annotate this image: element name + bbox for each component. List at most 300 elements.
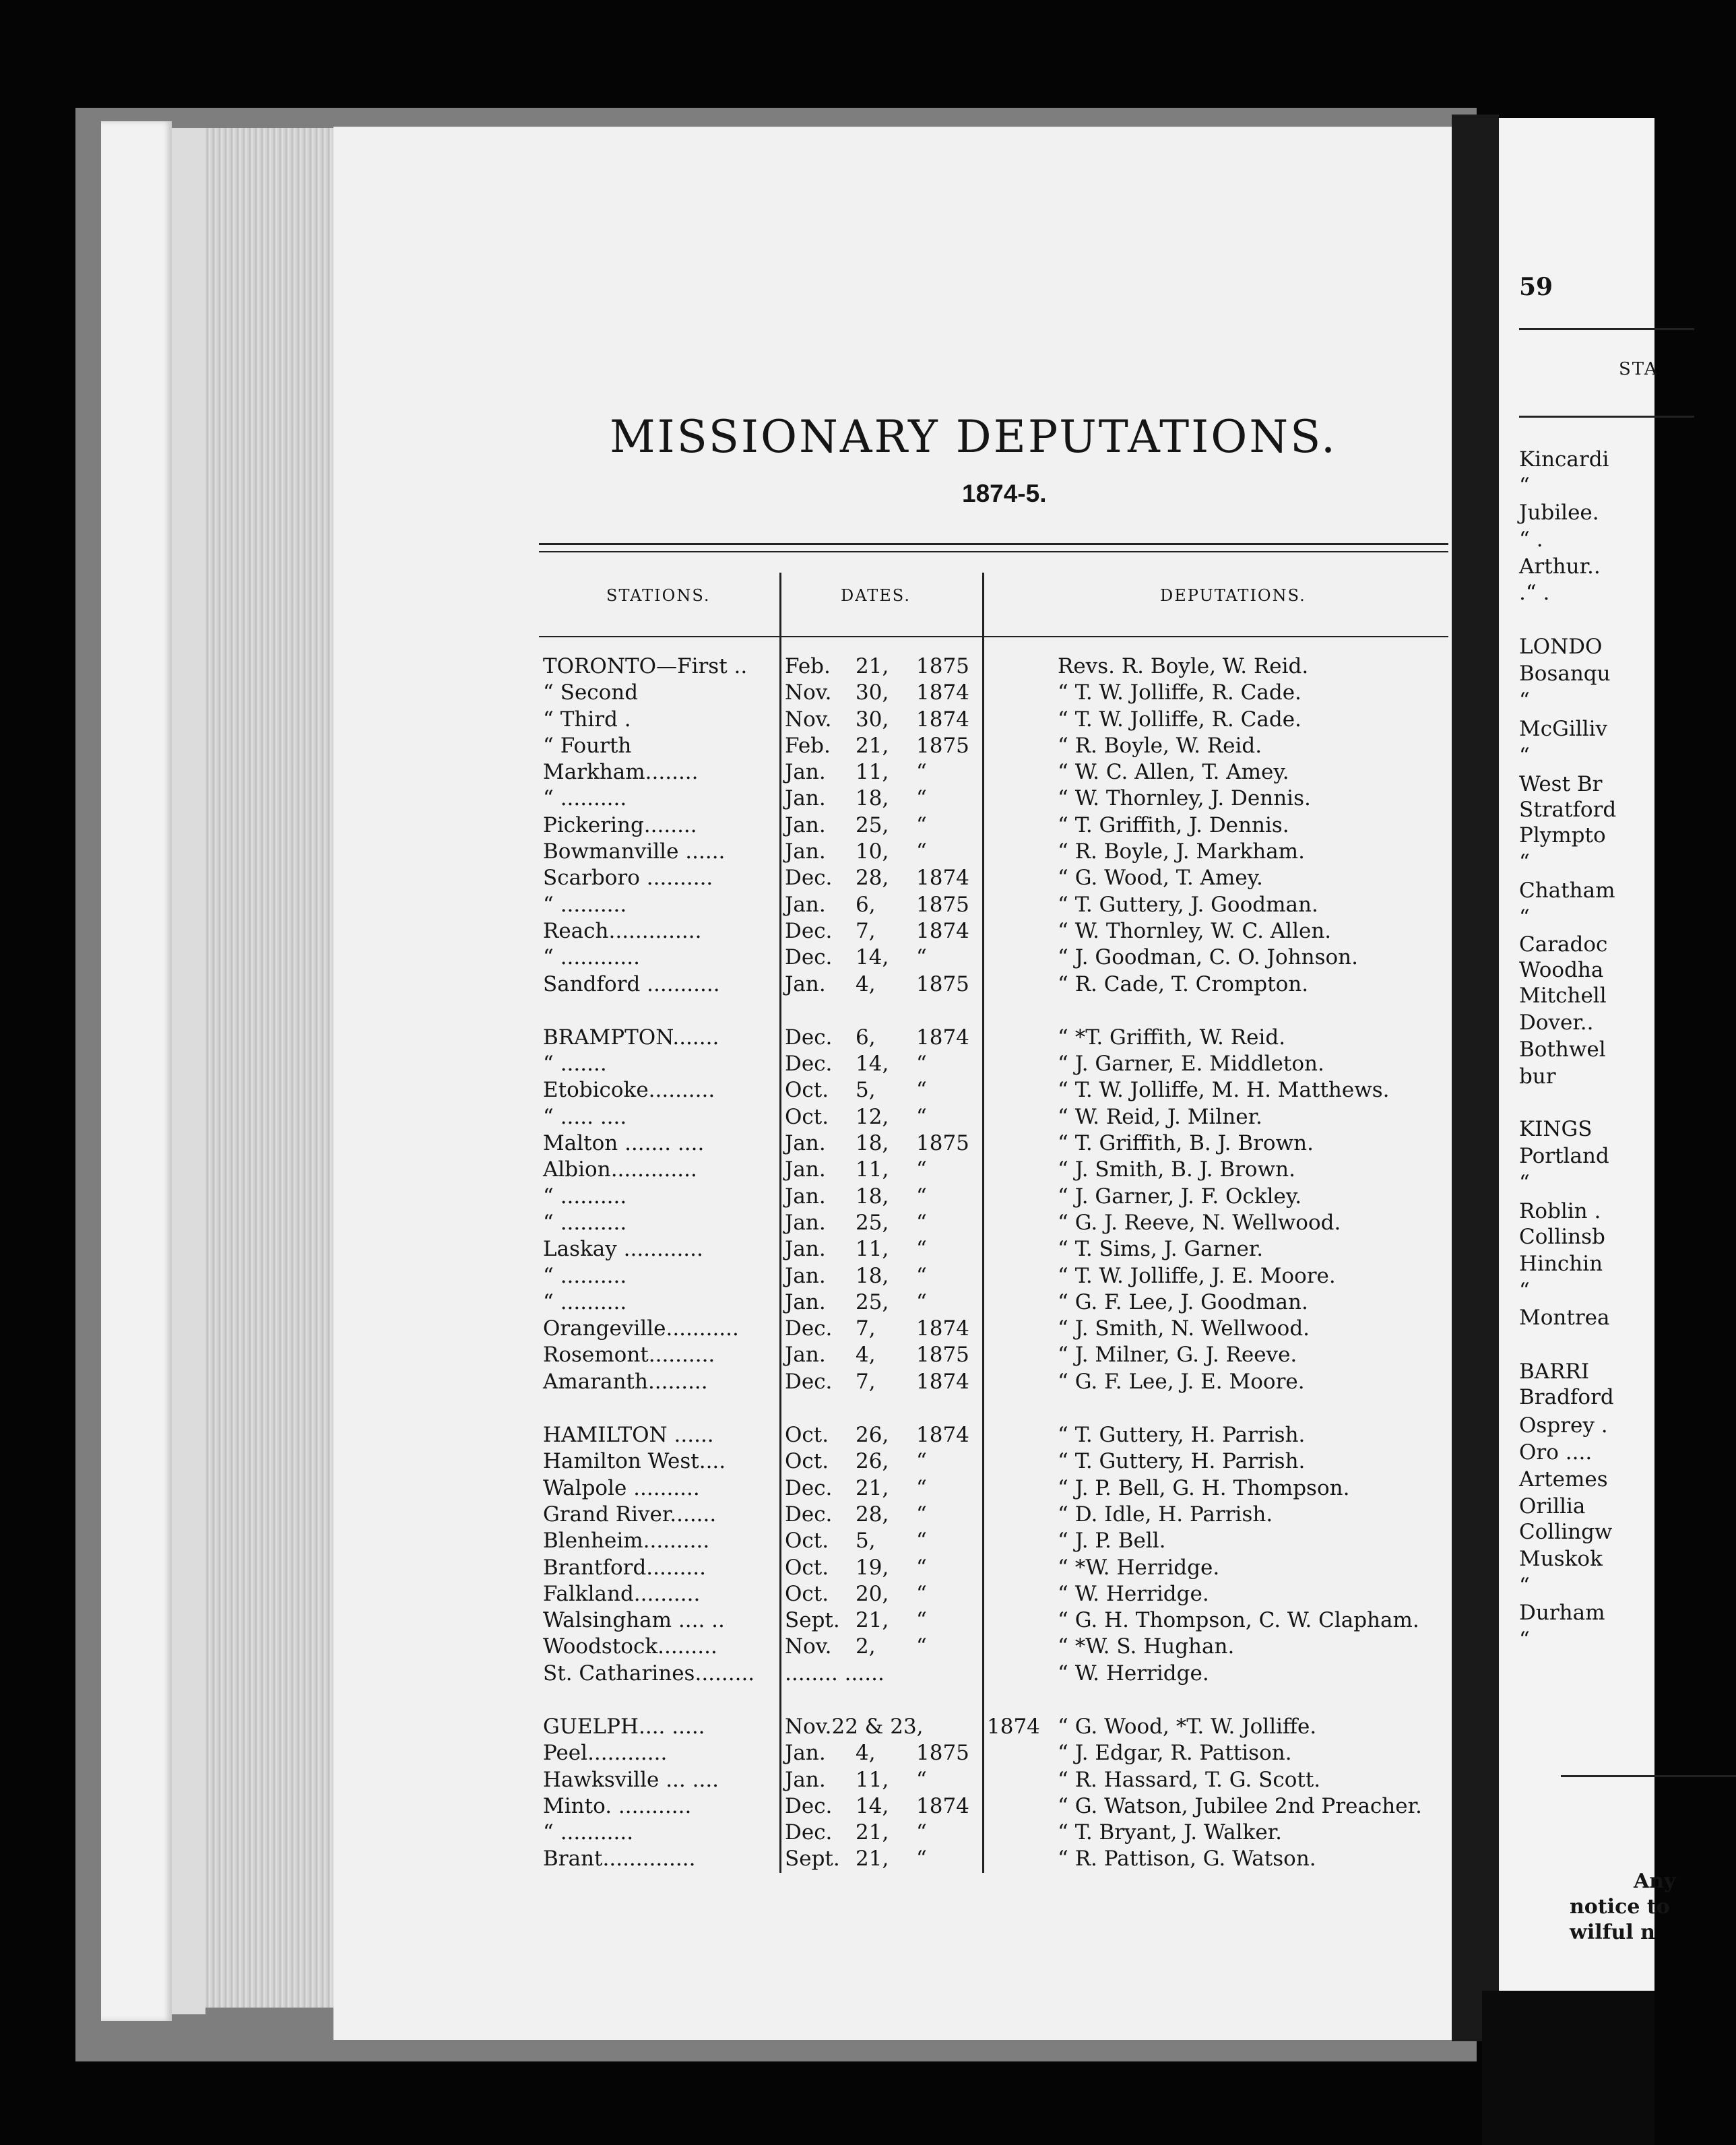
day-cell: 18, bbox=[856, 1263, 889, 1288]
station-cell: “ Third . bbox=[543, 707, 631, 732]
station-cell: “ ........... bbox=[543, 1820, 634, 1845]
right-page-station: “ bbox=[1519, 905, 1530, 930]
station-cell: Blenheim.......... bbox=[543, 1529, 710, 1554]
day-cell: 25, bbox=[856, 1289, 889, 1314]
deputation-cell: “ J. Smith, N. Wellwood. bbox=[1058, 1316, 1310, 1341]
right-page-station: Mitchell bbox=[1519, 984, 1607, 1008]
right-page-station: “ bbox=[1519, 1574, 1530, 1598]
deputation-cell: “ G. F. Lee, J. E. Moore. bbox=[1058, 1369, 1305, 1394]
day-cell: 4, bbox=[856, 1741, 876, 1766]
day-cell: 5, bbox=[856, 1529, 876, 1554]
day-cell: 7, bbox=[856, 1316, 876, 1341]
day-cell: 19, bbox=[856, 1555, 889, 1580]
month-cell: Jan. bbox=[785, 1741, 826, 1766]
station-cell: Malton ....... .... bbox=[543, 1131, 705, 1156]
table-row bbox=[539, 865, 1455, 891]
month-cell: Dec. bbox=[785, 945, 833, 970]
day-cell: 21, bbox=[856, 1820, 889, 1845]
day-cell: 5, bbox=[856, 1078, 876, 1103]
right-page-station: Jubilee. bbox=[1519, 501, 1599, 525]
right-page-station: Muskok bbox=[1519, 1547, 1603, 1571]
footnote-line-1: Any bbox=[1634, 1869, 1676, 1893]
day-cell: 21, bbox=[856, 654, 889, 678]
year-cell: 1874 bbox=[916, 707, 969, 732]
month-cell: Oct. bbox=[785, 1104, 829, 1129]
table-row bbox=[539, 1846, 1455, 1872]
deputation-cell: “ J. Garner, E. Middleton. bbox=[1058, 1052, 1324, 1077]
station-cell: GUELPH.... ..... bbox=[543, 1714, 705, 1739]
page-edge-white bbox=[101, 121, 172, 2021]
day-cell: 7, bbox=[856, 918, 876, 943]
right-column-header: STA bbox=[1619, 359, 1659, 379]
month-cell: Dec. bbox=[785, 1820, 833, 1845]
deputation-cell: “ G. H. Thompson, C. W. Clapham. bbox=[1058, 1608, 1419, 1633]
date-cell: Nov.22 & 23, bbox=[785, 1714, 924, 1739]
right-page-station: Kincardi bbox=[1519, 447, 1609, 472]
year-cell: 1874 bbox=[916, 866, 969, 891]
day-cell: 30, bbox=[856, 680, 889, 705]
station-cell: Brant.............. bbox=[543, 1847, 696, 1871]
station-cell: “ .......... bbox=[543, 1210, 627, 1235]
deputation-cell: “ T. Griffith, J. Dennis. bbox=[1058, 812, 1289, 837]
month-cell: Jan. bbox=[785, 1237, 826, 1262]
station-cell: St. Catharines......... bbox=[543, 1661, 755, 1686]
right-page-station: Collingw bbox=[1519, 1520, 1613, 1544]
header-rule-second bbox=[539, 551, 1448, 552]
column-header-deputations: DEPUTATIONS. bbox=[1160, 586, 1306, 605]
table-row bbox=[539, 1528, 1455, 1554]
month-cell: Dec. bbox=[785, 866, 833, 891]
deputation-cell: Revs. R. Boyle, W. Reid. bbox=[1058, 654, 1309, 678]
deputation-cell: “ R. Cade, T. Crompton. bbox=[1058, 971, 1309, 996]
month-cell: Dec. bbox=[785, 1025, 833, 1050]
station-cell: Bowmanville ...... bbox=[543, 839, 726, 864]
table-row bbox=[539, 1157, 1455, 1183]
deputation-cell: “ W. Thornley, W. C. Allen. bbox=[1058, 918, 1332, 943]
right-page-station: Montrea bbox=[1519, 1306, 1610, 1330]
page-year: 1874-5. bbox=[962, 480, 1047, 507]
year-cell: “ bbox=[916, 1210, 927, 1235]
station-cell: “ Second bbox=[543, 680, 639, 705]
month-cell: Jan. bbox=[785, 1263, 826, 1288]
right-page bbox=[1499, 118, 1676, 1991]
deputation-cell: “ J. Goodman, C. O. Johnson. bbox=[1058, 945, 1358, 970]
station-cell: “ .......... bbox=[543, 1263, 627, 1288]
station-cell: Walsingham .... .. bbox=[543, 1608, 725, 1633]
deputation-cell: “ G. F. Lee, J. Goodman. bbox=[1058, 1289, 1308, 1314]
right-page-station: BARRI bbox=[1519, 1359, 1590, 1384]
right-page-rule-header bbox=[1519, 416, 1694, 418]
column-header-dates: DATES. bbox=[841, 586, 911, 605]
day-cell: 21, bbox=[856, 1847, 889, 1871]
year-cell: 1874 bbox=[987, 1714, 1040, 1739]
day-cell: 11, bbox=[856, 1237, 889, 1262]
right-page-station: Bradford bbox=[1519, 1385, 1614, 1409]
deputation-cell: “ W. Thornley, J. Dennis. bbox=[1058, 786, 1311, 811]
right-page-station: Portland bbox=[1519, 1144, 1609, 1168]
deputation-cell: “ W. Reid, J. Milner. bbox=[1058, 1104, 1262, 1129]
table-row bbox=[539, 1448, 1455, 1475]
table-row bbox=[539, 1555, 1455, 1581]
right-page-station: Oro .... bbox=[1519, 1440, 1593, 1465]
month-cell: Oct. bbox=[785, 1581, 829, 1606]
table-row bbox=[539, 1767, 1455, 1793]
right-page-station: “ bbox=[1519, 744, 1530, 768]
month-cell: Feb. bbox=[785, 654, 831, 678]
year-cell: “ bbox=[916, 1502, 927, 1527]
day-cell: 20, bbox=[856, 1581, 889, 1606]
deputation-cell: “ W. C. Allen, T. Amey. bbox=[1058, 760, 1289, 785]
year-cell: “ bbox=[916, 1078, 927, 1103]
right-page-station: Dover.. bbox=[1519, 1011, 1594, 1035]
month-cell: Oct. bbox=[785, 1078, 829, 1103]
deputation-cell: “ J. P. Bell. bbox=[1058, 1529, 1166, 1554]
deputation-cell: “ T. W. Jolliffe, J. E. Moore. bbox=[1058, 1263, 1336, 1288]
right-page-station: LONDO bbox=[1519, 635, 1603, 659]
deputation-cell: “ R. Hassard, T. G. Scott. bbox=[1058, 1767, 1321, 1792]
station-cell: “ .......... bbox=[543, 1184, 627, 1209]
month-cell: Jan. bbox=[785, 1343, 826, 1368]
table-row bbox=[539, 839, 1455, 865]
table-row bbox=[539, 1210, 1455, 1236]
year-cell: “ bbox=[916, 1052, 927, 1077]
day-cell: 21, bbox=[856, 1475, 889, 1500]
month-cell: Dec. bbox=[785, 1316, 833, 1341]
station-cell: “ Fourth bbox=[543, 733, 632, 758]
year-cell: “ bbox=[916, 1184, 927, 1209]
deputation-cell: “ R. Pattison, G. Watson. bbox=[1058, 1847, 1316, 1871]
month-cell: Jan. bbox=[785, 971, 826, 996]
deputation-cell: “ J. P. Bell, G. H. Thompson. bbox=[1058, 1475, 1350, 1500]
table-row bbox=[539, 1130, 1455, 1157]
table-row bbox=[539, 945, 1455, 971]
station-cell: Walpole .......... bbox=[543, 1475, 700, 1500]
year-cell: “ bbox=[916, 1157, 927, 1182]
right-page-station: Durham bbox=[1519, 1601, 1605, 1625]
month-cell: Dec. bbox=[785, 1502, 833, 1527]
day-cell: 14, bbox=[856, 1052, 889, 1077]
year-cell: 1874 bbox=[916, 1793, 969, 1818]
page-stack-edges bbox=[205, 128, 333, 2008]
right-page-station: Plympto bbox=[1519, 823, 1606, 847]
deputation-cell: “ T. Guttery, H. Parrish. bbox=[1058, 1449, 1306, 1474]
table-row bbox=[539, 1184, 1455, 1210]
year-cell: 1874 bbox=[916, 918, 969, 943]
year-cell: “ bbox=[916, 760, 927, 785]
day-cell: 11, bbox=[856, 1157, 889, 1182]
right-page-station: .“ . bbox=[1519, 581, 1550, 605]
year-cell: “ bbox=[916, 1529, 927, 1554]
day-cell: 28, bbox=[856, 1502, 889, 1527]
table-row bbox=[539, 1820, 1455, 1846]
day-cell: 30, bbox=[856, 707, 889, 732]
year-cell: “ bbox=[916, 786, 927, 811]
table-row bbox=[539, 1263, 1455, 1289]
right-page-rule-bottom bbox=[1561, 1775, 1736, 1777]
station-cell: Etobicoke.......... bbox=[543, 1078, 715, 1103]
day-cell: 21, bbox=[856, 733, 889, 758]
month-cell: Dec. bbox=[785, 1475, 833, 1500]
table-row bbox=[539, 786, 1455, 812]
deputation-cell: “ R. Boyle, J. Markham. bbox=[1058, 839, 1305, 864]
year-cell: “ bbox=[916, 839, 927, 864]
year-cell: “ bbox=[916, 1263, 927, 1288]
date-cell: ........ ...... bbox=[785, 1661, 885, 1686]
day-cell: 4, bbox=[856, 971, 876, 996]
footnote-line-2: notice to bbox=[1570, 1895, 1670, 1919]
year-cell: 1874 bbox=[916, 1025, 969, 1050]
deputation-cell: “ J. Milner, G. J. Reeve. bbox=[1058, 1343, 1297, 1368]
right-page-rule-top bbox=[1519, 328, 1694, 330]
station-cell: Hamilton West.... bbox=[543, 1449, 726, 1474]
book-cover-corner bbox=[1482, 1991, 1654, 2145]
table-row bbox=[539, 1661, 1455, 1687]
month-cell: Jan. bbox=[785, 1131, 826, 1156]
column-header-stations: STATIONS. bbox=[606, 586, 711, 605]
table-row bbox=[539, 1740, 1455, 1766]
month-cell: Oct. bbox=[785, 1529, 829, 1554]
year-cell: 1874 bbox=[916, 1316, 969, 1341]
table-row bbox=[539, 892, 1455, 918]
year-cell: 1874 bbox=[916, 1369, 969, 1394]
right-page-station: “ bbox=[1519, 474, 1530, 498]
deputation-cell: “ T. Griffith, B. J. Brown. bbox=[1058, 1131, 1314, 1156]
year-cell: “ bbox=[916, 1608, 927, 1633]
right-page-station: Roblin . bbox=[1519, 1199, 1601, 1223]
year-cell: “ bbox=[916, 1767, 927, 1792]
table-row bbox=[539, 1475, 1455, 1502]
deputation-cell: “ J. Edgar, R. Pattison. bbox=[1058, 1741, 1292, 1766]
station-cell: “ .......... bbox=[543, 892, 627, 917]
month-cell: Jan. bbox=[785, 892, 826, 917]
table-row bbox=[539, 1289, 1455, 1316]
table-row bbox=[539, 1077, 1455, 1103]
page-title: MISSIONARY DEPUTATIONS. bbox=[610, 411, 1337, 463]
table-row bbox=[539, 1634, 1455, 1660]
month-cell: Oct. bbox=[785, 1449, 829, 1474]
year-cell: “ bbox=[916, 1847, 927, 1871]
day-cell: 10, bbox=[856, 839, 889, 864]
year-cell: 1875 bbox=[916, 1343, 969, 1368]
right-page-station: Bosanqu bbox=[1519, 662, 1611, 686]
day-cell: 18, bbox=[856, 1131, 889, 1156]
day-cell: 25, bbox=[856, 1210, 889, 1235]
station-cell: Pickering........ bbox=[543, 812, 697, 837]
day-cell: 11, bbox=[856, 1767, 889, 1792]
deputation-cell: “ J. Garner, J. F. Ockley. bbox=[1058, 1184, 1302, 1209]
station-cell: Laskay ............ bbox=[543, 1237, 703, 1262]
right-page-station: Stratford bbox=[1519, 798, 1617, 822]
right-page-station: Collinsb bbox=[1519, 1225, 1605, 1249]
day-cell: 4, bbox=[856, 1343, 876, 1368]
table-row bbox=[539, 1502, 1455, 1528]
day-cell: 26, bbox=[856, 1423, 889, 1448]
right-page-station: “ bbox=[1519, 1171, 1530, 1195]
header-rule-top bbox=[539, 543, 1448, 545]
month-cell: Nov. bbox=[785, 680, 832, 705]
deputation-cell: “ *W. Herridge. bbox=[1058, 1555, 1220, 1580]
right-page-station: “ bbox=[1519, 1279, 1530, 1303]
year-cell: 1875 bbox=[916, 1131, 969, 1156]
month-cell: Jan. bbox=[785, 812, 826, 837]
right-page-station: “ bbox=[1519, 1628, 1530, 1652]
table-row bbox=[539, 1236, 1455, 1262]
year-cell: 1874 bbox=[916, 680, 969, 705]
page-edge-shadow bbox=[172, 128, 205, 2014]
year-cell: 1874 bbox=[916, 1423, 969, 1448]
deputation-cell: “ W. Herridge. bbox=[1058, 1661, 1209, 1686]
month-cell: Dec. bbox=[785, 1369, 833, 1394]
right-page-station: Orillia bbox=[1519, 1494, 1586, 1518]
table-row bbox=[539, 1369, 1455, 1395]
station-cell: “ .......... bbox=[543, 786, 627, 811]
year-cell: “ bbox=[916, 1289, 927, 1314]
station-cell: TORONTO—First .. bbox=[543, 654, 748, 678]
right-page-station: Woodha bbox=[1519, 958, 1604, 982]
station-cell: Orangeville........... bbox=[543, 1316, 739, 1341]
table-row bbox=[539, 1422, 1455, 1448]
year-cell: “ bbox=[916, 1237, 927, 1262]
deputation-cell: “ *T. Griffith, W. Reid. bbox=[1058, 1025, 1286, 1050]
station-cell: Reach.............. bbox=[543, 918, 702, 943]
month-cell: Jan. bbox=[785, 760, 826, 785]
table-row bbox=[539, 918, 1455, 945]
station-cell: Grand River....... bbox=[543, 1502, 717, 1527]
month-cell: Jan. bbox=[785, 786, 826, 811]
day-cell: 14, bbox=[856, 1793, 889, 1818]
right-page-station: Caradoc bbox=[1519, 932, 1608, 957]
year-cell: 1875 bbox=[916, 654, 969, 678]
deputation-cell: “ *W. S. Hughan. bbox=[1058, 1634, 1235, 1659]
right-page-station: Artemes bbox=[1519, 1467, 1608, 1492]
station-cell: Amaranth......... bbox=[543, 1369, 708, 1394]
deputation-cell: “ G. Watson, Jubilee 2nd Preacher. bbox=[1058, 1793, 1422, 1818]
table-row bbox=[539, 1051, 1455, 1077]
day-cell: 28, bbox=[856, 866, 889, 891]
year-cell: “ bbox=[916, 812, 927, 837]
right-page-station: McGilliv bbox=[1519, 717, 1608, 741]
day-cell: 7, bbox=[856, 1369, 876, 1394]
table-row bbox=[539, 1793, 1455, 1820]
station-cell: “ ....... bbox=[543, 1052, 607, 1077]
day-cell: 26, bbox=[856, 1449, 889, 1474]
deputation-cell: “ T. W. Jolliffe, M. H. Matthews. bbox=[1058, 1078, 1390, 1103]
deputation-cell: “ G. J. Reeve, N. Wellwood. bbox=[1058, 1210, 1341, 1235]
year-cell: 1875 bbox=[916, 892, 969, 917]
table-row bbox=[539, 1342, 1455, 1368]
right-page-station: “ bbox=[1519, 850, 1530, 874]
deputation-cell: “ T. Guttery, H. Parrish. bbox=[1058, 1423, 1306, 1448]
day-cell: 14, bbox=[856, 945, 889, 970]
month-cell: Feb. bbox=[785, 733, 831, 758]
month-cell: Jan. bbox=[785, 1184, 826, 1209]
table-row bbox=[539, 1581, 1455, 1607]
station-cell: Scarboro .......... bbox=[543, 866, 713, 891]
month-cell: Dec. bbox=[785, 1793, 833, 1818]
year-cell: “ bbox=[916, 1634, 927, 1659]
station-cell: Albion............. bbox=[543, 1157, 697, 1182]
day-cell: 18, bbox=[856, 786, 889, 811]
table-row bbox=[539, 733, 1455, 759]
table-row bbox=[539, 759, 1455, 786]
station-cell: “ ..... .... bbox=[543, 1104, 627, 1129]
header-rule-bottom bbox=[539, 636, 1448, 637]
station-cell: Sandford ........... bbox=[543, 971, 720, 996]
day-cell: 6, bbox=[856, 1025, 876, 1050]
right-page-station: Bothwel bbox=[1519, 1037, 1606, 1062]
station-cell: Rosemont.......... bbox=[543, 1343, 715, 1368]
month-cell: Sept. bbox=[785, 1608, 840, 1633]
month-cell: Oct. bbox=[785, 1423, 829, 1448]
year-cell: 1875 bbox=[916, 971, 969, 996]
deputation-cell: “ W. Herridge. bbox=[1058, 1581, 1209, 1606]
deputations-table bbox=[539, 653, 1455, 1873]
deputation-cell: “ J. Smith, B. J. Brown. bbox=[1058, 1157, 1295, 1182]
right-page-station: bur bbox=[1519, 1064, 1556, 1089]
station-cell: HAMILTON ...... bbox=[543, 1423, 714, 1448]
deputation-cell: “ T. Guttery, J. Goodman. bbox=[1058, 892, 1318, 917]
month-cell: Dec. bbox=[785, 1052, 833, 1077]
station-cell: Woodstock......... bbox=[543, 1634, 717, 1659]
deputation-cell: “ T. W. Jolliffe, R. Cade. bbox=[1058, 680, 1301, 705]
table-row bbox=[539, 680, 1455, 706]
deputation-cell: “ T. Bryant, J. Walker. bbox=[1058, 1820, 1282, 1845]
year-cell: “ bbox=[916, 1820, 927, 1845]
month-cell: Jan. bbox=[785, 1767, 826, 1792]
table-row bbox=[539, 971, 1455, 998]
month-cell: Dec. bbox=[785, 918, 833, 943]
month-cell: Jan. bbox=[785, 1210, 826, 1235]
right-page-station: “ bbox=[1519, 689, 1530, 713]
right-page-station: KINGS bbox=[1519, 1117, 1593, 1141]
month-cell: Jan. bbox=[785, 1157, 826, 1182]
deputation-cell: “ G. Wood, T. Amey. bbox=[1058, 866, 1263, 891]
year-cell: 1875 bbox=[916, 733, 969, 758]
year-cell: “ bbox=[916, 1475, 927, 1500]
station-cell: Falkland.......... bbox=[543, 1581, 701, 1606]
table-row bbox=[539, 1104, 1455, 1130]
month-cell: Sept. bbox=[785, 1847, 840, 1871]
book-gutter bbox=[1452, 115, 1499, 2041]
table-row bbox=[539, 1714, 1455, 1740]
station-cell: Minto. ........... bbox=[543, 1793, 692, 1818]
day-cell: 21, bbox=[856, 1608, 889, 1633]
station-cell: Peel............ bbox=[543, 1741, 668, 1766]
year-cell: “ bbox=[916, 1449, 927, 1474]
right-page-station: Osprey . bbox=[1519, 1413, 1608, 1438]
year-cell: 1875 bbox=[916, 1741, 969, 1766]
day-cell: 25, bbox=[856, 812, 889, 837]
day-cell: 12, bbox=[856, 1104, 889, 1129]
month-cell: Jan. bbox=[785, 839, 826, 864]
page-number: 59 bbox=[1519, 273, 1553, 301]
footnote-line-3: wilful n bbox=[1570, 1921, 1655, 1944]
table-row bbox=[539, 1607, 1455, 1634]
deputation-cell: “ T. W. Jolliffe, R. Cade. bbox=[1058, 707, 1301, 732]
day-cell: 18, bbox=[856, 1184, 889, 1209]
right-page-station: West Br bbox=[1519, 772, 1603, 796]
station-cell: Hawksville ... .... bbox=[543, 1767, 719, 1792]
deputation-cell: “ D. Idle, H. Parrish. bbox=[1058, 1502, 1273, 1527]
month-cell: Jan. bbox=[785, 1289, 826, 1314]
station-cell: Markham........ bbox=[543, 760, 699, 785]
station-cell: Brantford......... bbox=[543, 1555, 706, 1580]
right-page-station: “ . bbox=[1519, 527, 1543, 552]
right-page-station: Chatham bbox=[1519, 878, 1615, 903]
year-cell: “ bbox=[916, 1104, 927, 1129]
year-cell: “ bbox=[916, 1555, 927, 1580]
station-cell: “ ............ bbox=[543, 945, 640, 970]
